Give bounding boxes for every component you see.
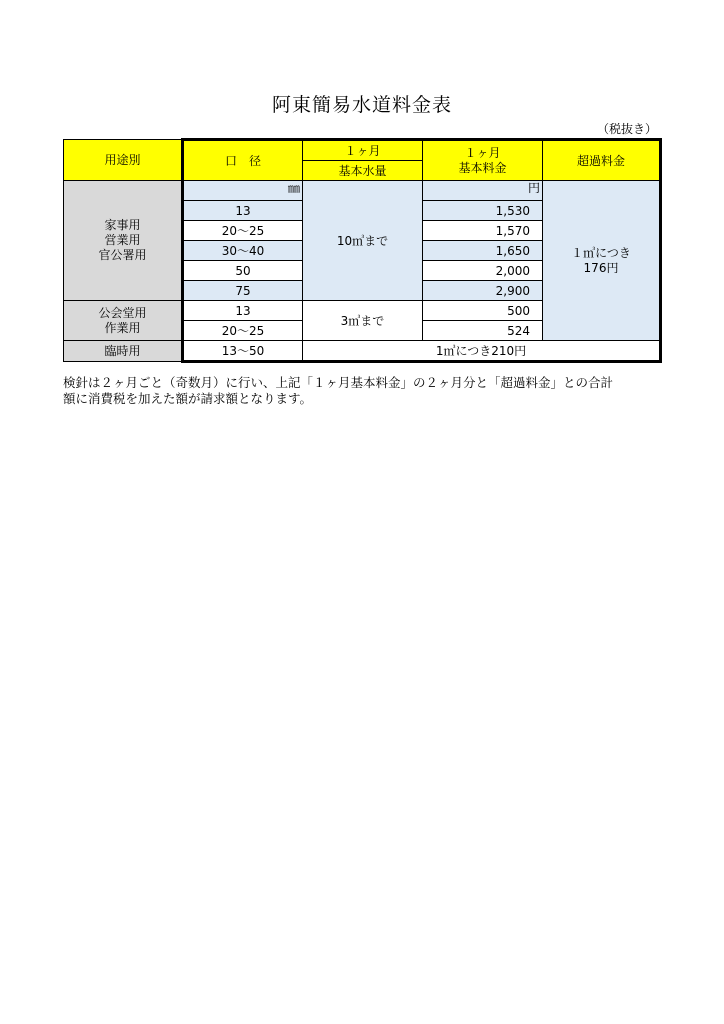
header-diameter: 口 径	[183, 140, 303, 181]
table-row-diameter: 13	[183, 201, 303, 221]
excess-fee-cell	[543, 181, 661, 341]
billing-note	[63, 375, 663, 407]
usage-household	[64, 181, 183, 301]
table-row-fee: 500	[423, 301, 543, 321]
table-row-diameter: 20～25	[183, 221, 303, 241]
usage-temporary: 臨時用	[64, 341, 183, 362]
table-row-fee: 1,530	[423, 201, 543, 221]
table-row-diameter: 20～25	[183, 321, 303, 341]
usage-hall-line2: 作業用	[104, 320, 141, 335]
table-row-diameter: 13	[183, 301, 303, 321]
header-usage: 用途別	[64, 140, 183, 181]
header-basic-water: 基本水量	[303, 161, 423, 181]
usage-hall-line1: 公会堂用	[98, 305, 147, 320]
temporary-diameter: 13～50	[183, 341, 303, 362]
header-basic-fee	[423, 140, 543, 181]
table-row-diameter: 75	[183, 281, 303, 301]
temporary-fee: 1㎥につき210円	[303, 341, 661, 362]
table-row-fee: 1,650	[423, 241, 543, 261]
table-row-fee: 1,570	[423, 221, 543, 241]
table-row-fee: 524	[423, 321, 543, 341]
basic-water-hall: 3㎥まで	[303, 301, 423, 341]
basic-water-household: 10㎥まで	[303, 181, 423, 301]
table-row-fee: 2,900	[423, 281, 543, 301]
header-basic-fee-line1: １ヶ月	[464, 145, 501, 160]
header-basic-fee-line2: 基本料金	[458, 160, 507, 175]
diameter-unit: ㎜	[183, 181, 303, 201]
usage-household-line1: 家事用	[104, 218, 141, 232]
page-title: 阿東簡易水道料金表	[271, 94, 452, 116]
usage-household-line2: 営業用	[104, 233, 141, 247]
header-excess-fee: 超過料金	[543, 140, 661, 181]
table-row-diameter: 50	[183, 261, 303, 281]
usage-hall	[64, 301, 183, 341]
excess-fee-line2: 176円	[583, 260, 619, 275]
excess-fee-line1: １㎥につき	[571, 245, 631, 260]
fee-unit: 円	[423, 181, 543, 201]
table-row-fee: 2,000	[423, 261, 543, 281]
table-row-diameter: 30～40	[183, 241, 303, 261]
billing-note-line1: 検針は２ヶ月ごと（奇数月）に行い、上記「１ヶ月基本料金」の２ヶ月分と「超過料金」との合計	[63, 375, 614, 390]
tax-excluded-note: （税抜き）	[596, 122, 657, 136]
billing-note-line2: 額に消費税を加えた額が請求額となります。	[63, 391, 313, 406]
usage-household-line3: 官公署用	[98, 248, 147, 262]
water-fee-table	[63, 138, 662, 363]
header-monthly: １ヶ月	[303, 140, 423, 161]
